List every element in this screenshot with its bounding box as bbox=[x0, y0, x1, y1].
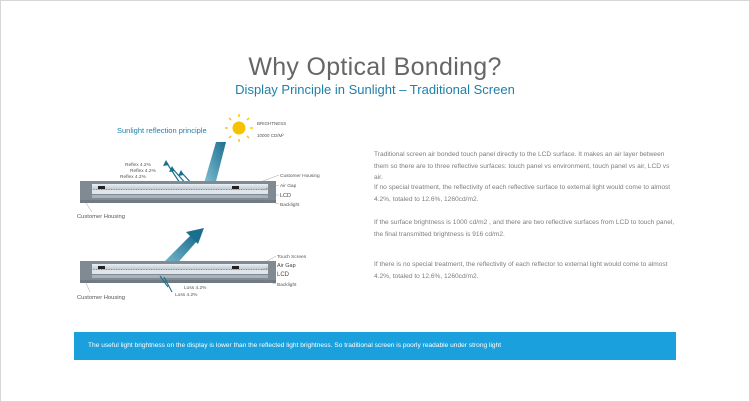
reflex-label-1: Reflex 4.2% bbox=[125, 163, 151, 168]
top-layer-lcd: LCD bbox=[280, 193, 292, 199]
top-layer-airgap: Air Gap bbox=[280, 184, 297, 189]
bottom-layer-touch: Touch Screen bbox=[277, 255, 307, 260]
top-screen-stack bbox=[80, 181, 276, 203]
bottom-layer-airgap: Air Gap bbox=[277, 263, 296, 269]
top-layer-backlight: Backlight bbox=[280, 203, 300, 208]
page-subtitle: Display Principle in Sunlight – Traditional Screen bbox=[235, 82, 515, 97]
loss-label-2: Loss 4.2% bbox=[175, 293, 198, 298]
paragraph-4: If there is no special treatment, the reflectivity of each reflector to external light would come to almost 4.2%, totaled to 12.6%, 1260cd/m2. bbox=[374, 261, 668, 280]
sun-icon bbox=[225, 114, 253, 142]
paragraph-3: If the surface brightness is 1000 cd/m2 , and there are two reflective surfaces from LCD to touch panel, the final transmitted brightness is 916 cd/m2. bbox=[374, 219, 675, 238]
brightness-value: 10000 CD/M² bbox=[257, 133, 284, 138]
reflection-heading: Sunlight reflection principle bbox=[117, 126, 207, 135]
reflex-label-2: Reflex 4.2% bbox=[130, 169, 156, 174]
top-layer-housing: Customer Housing bbox=[280, 174, 320, 179]
bottom-screen-stack bbox=[80, 261, 276, 283]
bottom-housing-label: Customer Housing bbox=[77, 295, 126, 301]
bottom-layer-lcd: LCD bbox=[277, 272, 290, 278]
paragraph-1: Traditional screen air bonded touch panel directly to the LCD surface. It makes an air layer between them so there are to three reflective surfaces: touch panel vs environment, touch panel vs air, LCD vs air. bbox=[374, 151, 670, 181]
banner-text: The useful light brightness on the display is lower than the reflected light brightness. So traditional screen is poorly readable under strong light bbox=[88, 342, 502, 349]
bottom-layer-backlight: Backlight bbox=[277, 283, 297, 288]
paragraph-2: If no special treatment, the reflectivity of each reflective surface to external light would come to almost 4.2%, totaled to 12.6%, 1260cd/m2. bbox=[374, 184, 671, 203]
reflex-label-3: Reflex 4.2% bbox=[120, 175, 146, 180]
brightness-label: BRIGHTNESS bbox=[257, 121, 287, 126]
summary-banner bbox=[74, 332, 676, 360]
page-title: Why Optical Bonding? bbox=[248, 52, 502, 81]
top-housing-label: Customer Housing bbox=[77, 214, 126, 220]
loss-label-1: Loss 4.2% bbox=[184, 286, 207, 291]
